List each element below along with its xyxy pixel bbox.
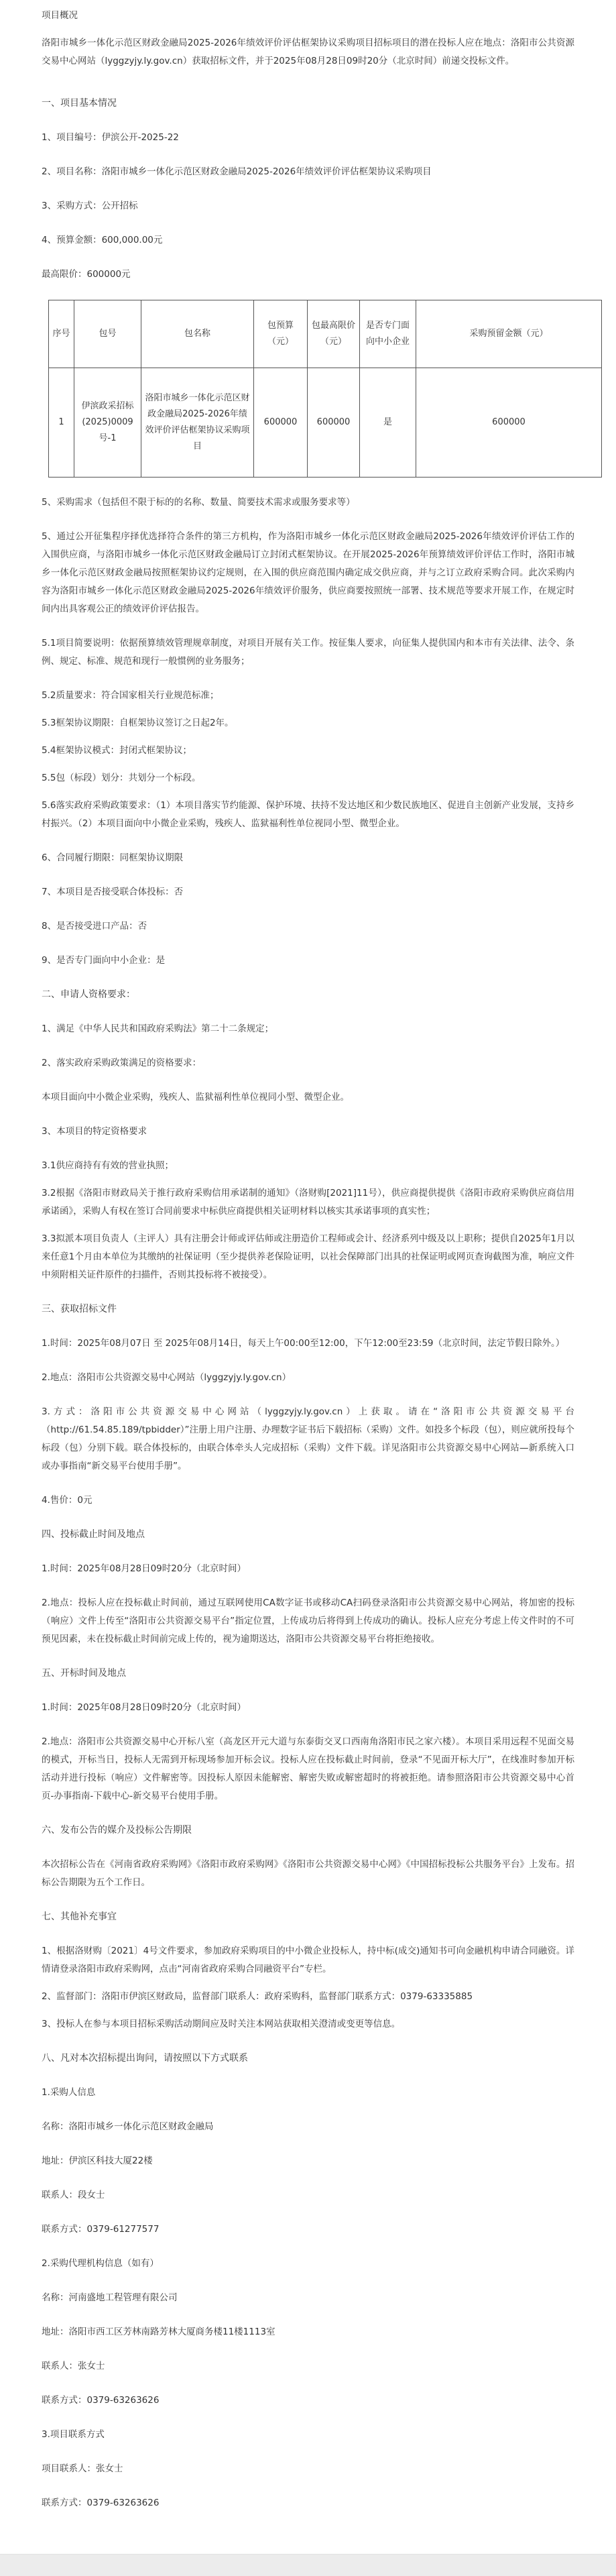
contact-purchaser-person: 联系人：段女士 — [42, 2190, 105, 2200]
th-reserved-amount: 采购预留金额（元） — [416, 300, 602, 368]
obtain-place: 2.地点：洛阳市公共资源交易中心网站（lyggzyjy.ly.gov.cn） — [42, 1372, 292, 1383]
table-row — [49, 368, 602, 478]
td-max-price: 600000 — [308, 368, 360, 478]
contact-agency-person: 联系人：张女士 — [42, 2361, 105, 2371]
procurement-method: 3、采购方式：公开招标 — [42, 201, 138, 211]
obtain-time: 1.时间：2025年08月07日 至 2025年08月14日，每天上午00:00至12:00，下午12:00至23:59（北京时间，法定节假日除外。） — [42, 1338, 565, 1349]
th-package-budget: 包预算（元） — [254, 300, 308, 368]
sme-only: 9、是否专门面向中小企业：是 — [42, 955, 166, 966]
requirement-heading: 5、采购需求（包括但不限于标的的名称、数量、简要技术需求或服务要求等） — [42, 497, 355, 508]
requirement-5-2: 5.2质量要求：符合国家相关行业规范标准； — [42, 690, 219, 701]
contact-agency-address: 地址：洛阳市西工区芳林南路芳林大厦商务楼11楼1113室 — [42, 2327, 275, 2337]
section-4-title: 四、投标截止时间及地点 — [42, 1529, 145, 1540]
qualification-3-1: 3.1供应商持有有效的营业执照； — [42, 1160, 174, 1171]
qualification-3-3: 3.3拟派本项目负责人（主评人）具有注册会计师或评估师或注册造价工程师或会计、经济系列中级及以上职称；提供自2025年1月以来任意1个月由本单位为其缴纳的社保证明（至少提供养老保险证明，以社会保障部门出具的社保证明或网页查询截图为准，响应文件中须附相关证件原件的扫描件，否则其投标将不被接受）。 — [42, 1233, 574, 1280]
qualification-2: 2、落实政府采购政策满足的资格要求： — [42, 1058, 202, 1068]
requirement-5-5: 5.5包（标段）划分：共划分一个标段。 — [42, 773, 201, 783]
section-1-title: 一、项目基本情况 — [42, 98, 117, 109]
section-5-title: 五、开标时间及地点 — [42, 1668, 126, 1679]
supplement-3: 3、投标人在参与本项目招标采购活动期间应及时关注本网站获取相关澄清或变更等信息。 — [42, 2019, 401, 2029]
contact-project-phone: 联系方式：0379-63263626 — [42, 2498, 160, 2508]
contact-agency-heading: 2.采购代理机构信息（如有） — [42, 2258, 159, 2269]
supplement-2: 2、监督部门：洛阳市伊滨区财政局，监督部门联系人：政府采购科，监督部门联系方式：0379-63335885 — [42, 1991, 473, 2002]
contact-project-heading: 3.项目联系方式 — [42, 2429, 105, 2440]
th-sme-only: 是否专门面向中小企业 — [360, 300, 416, 368]
contact-purchaser-heading: 1.采购人信息 — [42, 2087, 96, 2098]
qualification-2-detail: 本项目面向中小微企业采购，残疾人、监狱福利性单位视同小型、微型企业。 — [42, 1092, 349, 1103]
th-max-price: 包最高限价（元） — [308, 300, 360, 368]
section-2-title: 二、申请人资格要求： — [42, 989, 135, 1000]
opening-place: 2.地点：洛阳市公共资源交易中心开标八室（高龙区开元大道与东泰街交叉口西南角洛阳市民之家六楼）。本项目采用远程不见面交易的模式，开标当日，投标人无需到开标现场参加开标会议。投标人应在投标截止时间前，登录“不见面开标大厅”，在线准时参加开标活动并进行投标（响应）文件解密等。因投标人原因未能解密、解密失败或解密超时的将被拒绝。请参照洛阳市公共资源交易中心首页-办事指南-下载中心-新交易平台使用手册。 — [42, 1736, 574, 1801]
max-price: 最高限价：600000元 — [42, 269, 131, 280]
supplement-1: 1、根据洛财购〔2021〕4号文件要求，参加政府采购项目的中小微企业投标人，持中标(成交)通知书可向金融机构申请合同融资。详情请登录洛阳市政府采购网，点击“河南省政府采购合同融资平台”专栏。 — [42, 1946, 574, 1974]
bottom-bar — [0, 2554, 616, 2576]
budget-table — [48, 300, 602, 478]
td-package-no: 伊滨政采招标(2025)0009号-1 — [74, 368, 141, 478]
section-6-title: 六、发布公告的媒介及投标公告期限 — [42, 1825, 192, 1836]
qualification-1: 1、满足《中华人民共和国政府采购法》第二十二条规定； — [42, 1023, 274, 1034]
overview-text: 洛阳市城乡一体化示范区财政金融局2025-2026年绩效评价评估框架协议采购项目招标项目的潜在投标人应在地点：洛阳市公共资源交易中心网站（lyggzyjy.ly.gov.cn）获取招标文件，并于2025年08月28日09时20分（北京时间）前递交投标文件。 — [42, 38, 574, 66]
contact-purchaser-address: 地址：伊滨区科技大厦22楼 — [42, 2155, 153, 2166]
qualification-3: 3、本项目的特定资格要求 — [42, 1126, 147, 1137]
media-text: 本次招标公告在《河南省政府采购网》《洛阳市政府采购网》《洛阳市公共资源交易中心网》《中国招标投标公共服务平台》上发布。招标公告期限为五个工作日。 — [42, 1859, 574, 1888]
td-reserved-amount: 600000 — [416, 368, 602, 478]
th-index: 序号 — [49, 300, 74, 368]
td-package-name: 洛阳市城乡一体化示范区财政金融局2025-2026年绩效评价评估框架协议采购项目 — [141, 368, 254, 478]
project-name: 2、项目名称：洛阳市城乡一体化示范区财政金融局2025-2026年绩效评价评估框架协议采购项目 — [42, 166, 432, 177]
td-index: 1 — [49, 368, 74, 478]
obtain-method: 3.方式：洛阳市公共资源交易中心网站（lyggzyjy.ly.gov.cn）上获取。请在“洛阳市公共资源交易平台（http://61.54.85.189/tpbidder）”注册上用户注册、办理数字证书后下载招标（采购）文件。如投多个标段（包），则应就所投每个标段（包）分别下载。联合体投标的，由联合体牵头人完成招标（采购）文件下载。详见洛阳市公共资源交易中心网站—新系统入口或办事指南“新交易平台使用手册”。 — [42, 1406, 574, 1471]
td-package-budget: 600000 — [254, 368, 308, 478]
section-3-title: 三、获取招标文件 — [42, 1304, 117, 1314]
obtain-price: 4.售价：0元 — [42, 1495, 93, 1506]
overview-title: 项目概况 — [42, 10, 78, 21]
contact-agency-phone: 联系方式：0379-63263626 — [42, 2395, 160, 2406]
table-header-row — [49, 300, 602, 368]
requirement-5-3: 5.3框架协议期限：自框架协议签订之日起2年。 — [42, 718, 234, 728]
contract-period: 6、合同履行期限：同框架协议期限 — [42, 852, 184, 863]
th-package-no: 包号 — [74, 300, 141, 368]
requirement-5-4: 5.4框架协议模式：封闭式框架协议； — [42, 745, 192, 756]
deadline-time: 1.时间：2025年08月28日09时20分（北京时间） — [42, 1563, 246, 1574]
joint-bid: 7、本项目是否接受联合体投标：否 — [42, 887, 184, 897]
budget-amount: 4、预算金额：600,000.00元 — [42, 235, 163, 245]
opening-time: 1.时间：2025年08月28日09时20分（北京时间） — [42, 1702, 246, 1713]
section-8-title: 八、凡对本次招标提出询问，请按照以下方式联系 — [42, 2053, 248, 2064]
contact-purchaser-phone: 联系方式：0379-61277577 — [42, 2224, 160, 2235]
requirement-5-1: 5.1项目简要说明：依据预算绩效管理规章制度，对项目开展有关工作。按征集人要求，向征集人提供国内和本市有关法律、法令、条例、规定、标准、规范和现行一般惯例的业务服务； — [42, 638, 574, 667]
qualification-3-2: 3.2根据《洛阳市财政局关于推行政府采购信用承诺制的通知》（洛财购[2021]11号），供应商提供提供《洛阳市政府采购供应商信用承诺函》，采购人有权在签订合同前要求中标供应商提供相关证明材料以核实其承诺事项的真实性； — [42, 1188, 574, 1217]
section-7-title: 七、其他补充事宜 — [42, 1911, 117, 1922]
th-package-name: 包名称 — [141, 300, 254, 368]
imported-products: 8、是否接受进口产品：否 — [42, 921, 147, 932]
td-sme-only: 是 — [360, 368, 416, 478]
project-number: 1、项目编号：伊滨公开-2025-22 — [42, 132, 179, 143]
deadline-place: 2.地点：投标人应在投标截止时间前，通过互联网使用CA数字证书或移动CA扫码登录洛阳市公共资源交易中心网站，将加密的投标（响应）文件上传至“洛阳市公共资源交易平台”指定位置，上传成功后将得到上传成功的确认。投标人应充分考虑上传文件时的不可预见因素，未在投标截止时间前完成上传的，视为逾期送达，洛阳市公共资源交易平台将拒绝接收。 — [42, 1598, 574, 1644]
contact-project-person: 项目联系人：张女士 — [42, 2463, 123, 2474]
requirement-description: 5、通过公开征集程序择优选择符合条件的第三方机构，作为洛阳市城乡一体化示范区财政金融局2025-2026年绩效评价评估工作的入围供应商，与洛阳市城乡一体化示范区财政金融局订立封闭式框架协议。在开展2025-2026年预算绩效评价评估工作时，洛阳市城乡一体化示范区财政金融局按照框架协议约定规则，在入围的供应商范围内确定成交供应商，并与之订立政府采购合同。此次采购内容为洛阳市城乡一体化示范区财政金融局2025-2026年绩效评价服务，供应商要按照统一部署、技术规范等要求开展工作，在规定时间内出具客观公正的绩效评价评估报告。 — [42, 531, 574, 614]
contact-agency-name: 名称：河南盛地工程管理有限公司 — [42, 2292, 178, 2303]
requirement-5-6: 5.6落实政府采购政策要求：（1）本项目落实节约能源、保护环境、扶持不发达地区和少数民族地区、促进自主创新产业发展，支持乡村振兴。（2）本项目面向中小微企业采购，残疾人、监狱福利性单位视同小型、微型企业。 — [42, 800, 574, 829]
contact-purchaser-name: 名称：洛阳市城乡一体化示范区财政金融局 — [42, 2121, 214, 2132]
